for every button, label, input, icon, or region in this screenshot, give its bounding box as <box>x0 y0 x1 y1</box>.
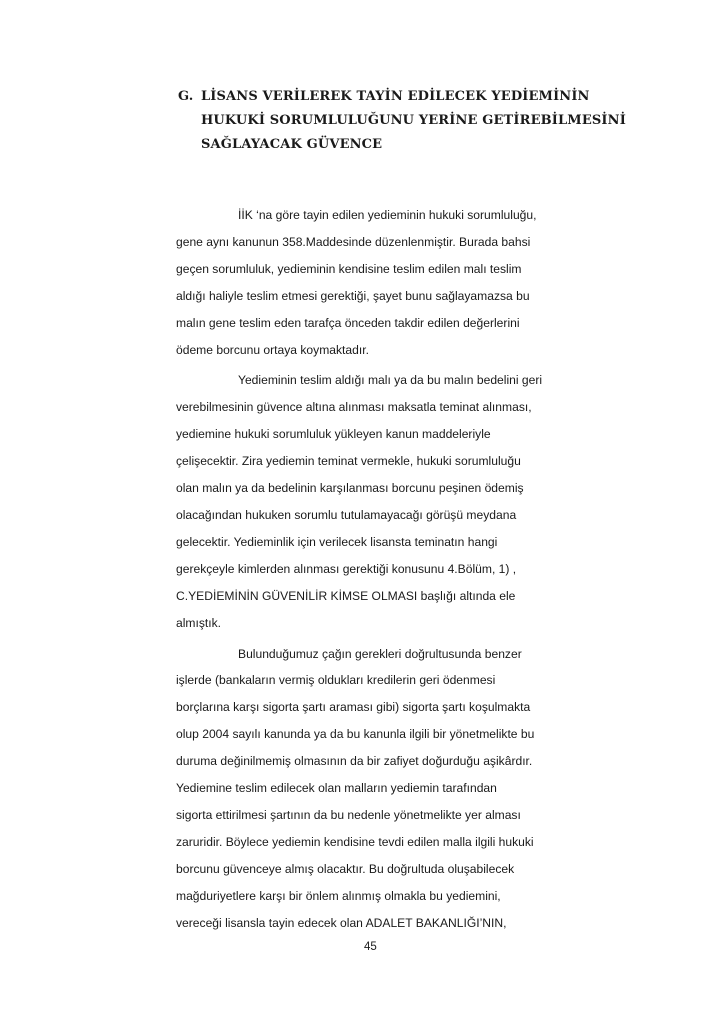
section-heading <box>178 85 626 157</box>
body-text <box>176 202 601 936</box>
text-line: gelecektir. Yedieminlik için verilecek lisansta teminatın hangi <box>176 534 498 549</box>
text-line: Yediemine teslim edilecek olan malların yediemin tarafından <box>176 781 497 796</box>
section-letter: G. <box>178 89 194 104</box>
text-line: vereceği lisansla tayin edecek olan ADALET BAKANLIĞI’NIN, <box>176 915 507 930</box>
text-line: malın gene teslim eden tarafça önceden takdir edilen değerlerini <box>176 315 520 330</box>
text-line: aldığı haliyle teslim etmesi gerektiği, şayet bunu sağlayamazsa bu <box>176 288 530 303</box>
text-line: olup 2004 sayılı kanunda ya da bu kanunla ilgili bir yönetmelikte bu <box>176 727 535 742</box>
text-line: Yedieminin teslim aldığı malı ya da bu malın bedelini geri <box>238 373 543 388</box>
heading-line-1 <box>178 85 618 109</box>
text-line: yediemine hukuki sorumluluk yükleyen kanun maddeleriyle <box>176 427 491 442</box>
text-line: olacağından hukuken sorumlu tutulamayacağı görüşü meydana <box>176 507 517 522</box>
text-line: gene aynı kanunun 358.Maddesinde düzenlenmiştir. Burada bahsi <box>176 234 531 249</box>
text-line: duruma değinilmemiş olmasının da bir zafiyet doğurduğu aşikârdır. <box>176 754 533 769</box>
text-line: borcunu güvenceye almış olacaktır. Bu doğrultuda oluşabilecek <box>176 861 515 876</box>
text-line: çelişecektir. Zira yediemin teminat vermekle, hukuki sorumluluğu <box>176 454 521 469</box>
text-line: gerekçeyle kimlerden alınması gerektiği konusunu 4.Bölüm, 1) , <box>176 561 517 576</box>
page-number: 45 <box>364 941 377 953</box>
text-line: sigorta ettirilmesi şartının da bu nedenle yönetmelikte yer alması <box>176 807 521 822</box>
heading-text: LİSANS VERİLEREK TAYİN EDİLECEK YEDİEMİNİN <box>201 89 590 104</box>
text-line: olan malın ya da bedelinin karşılanması borcunu peşinen ödemiş <box>176 481 524 496</box>
text-line: almıştık. <box>176 615 222 630</box>
text-line: Bulunduğumuz çağın gerekleri doğrultusunda benzer <box>238 646 522 661</box>
text-line: ödeme borcunu ortaya koymaktadır. <box>176 342 369 357</box>
text-line: verebilmesinin güvence altına alınması maksatla teminat alınması, <box>176 400 532 415</box>
text-line: işlerde (bankaların vermiş oldukları kredilerin geri ödenmesi <box>176 673 496 688</box>
text-line: borçlarına karşı sigorta şartı araması gibi) sigorta şartı koşulmakta <box>176 700 531 715</box>
heading-line-3: SAĞLAYACAK GÜVENCE <box>201 137 383 152</box>
text-line: C.YEDİEMİNİN GÜVENİLİR KİMSE OLMASI başlığı altında ele <box>176 588 516 603</box>
text-line: geçen sorumluluk, yedieminin kendisine teslim edilen malı teslim <box>176 261 522 276</box>
text-line: zaruridir. Böylece yediemin kendisine tevdi edilen malla ilgili hukuki <box>176 834 534 849</box>
text-line: İİK ‘na göre tayin edilen yedieminin hukuki sorumluluğu, <box>238 208 537 222</box>
heading-line-2: HUKUKİ SORUMLULUĞUNU YERİNE GETİREBİLMESİNİ <box>201 113 626 128</box>
text-line: mağduriyetlere karşı bir önlem alınmış olmakla bu yediemini, <box>176 888 501 903</box>
